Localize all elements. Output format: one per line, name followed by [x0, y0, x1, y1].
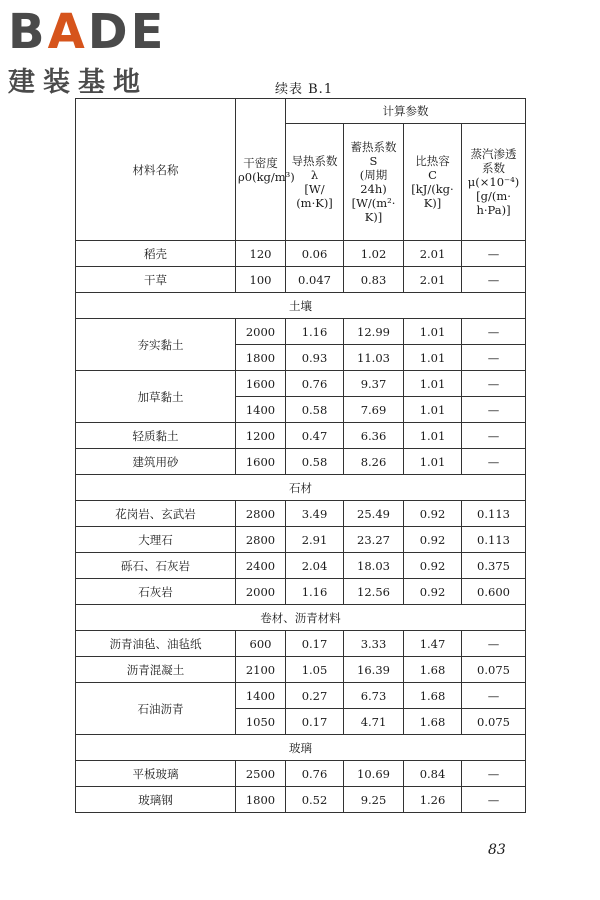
material-thermal-table — [75, 98, 526, 813]
table-row: 1050 0.17 4.71 1.68 0.075 — [76, 709, 526, 735]
header-calc-params: 计算参数 — [286, 99, 526, 124]
table-group-row — [76, 475, 526, 501]
table-row: 砾石、石灰岩 2400 2.04 18.03 0.92 0.375 — [76, 553, 526, 579]
header-material-name: 材料名称 — [76, 99, 236, 241]
table-group-row — [76, 293, 526, 319]
table-row: 沥青混凝土 2100 1.05 16.39 1.68 0.075 — [76, 657, 526, 683]
table-row: 石灰岩 2000 1.16 12.56 0.92 0.600 — [76, 579, 526, 605]
header-conductivity: 导热系数 λ [W/ (m·K)] — [286, 124, 344, 241]
brand-logo — [8, 6, 178, 99]
table-row: 建筑用砂 1600 0.58 8.26 1.01 — — [76, 449, 526, 475]
table-caption: 续表 B.1 — [275, 82, 334, 97]
table-row: 轻质黏土 1200 0.47 6.36 1.01 — — [76, 423, 526, 449]
table-row: 干草 100 0.047 0.83 2.01 — — [76, 267, 526, 293]
header-vapor-permeability: 蒸汽渗透 系数 μ(×10⁻⁴) [g/(m· h·Pa)] — [462, 124, 526, 241]
table-row: 平板玻璃 2500 0.76 10.69 0.84 — — [76, 761, 526, 787]
table-row: 1400 0.58 7.69 1.01 — — [76, 397, 526, 423]
table-row: 玻璃钢 1800 0.52 9.25 1.26 — — [76, 787, 526, 813]
header-dry-density: 干密度ρ0(kg/m³) — [236, 99, 286, 241]
table-row: 夯实黏土 2000 1.16 12.99 1.01 — — [76, 319, 526, 345]
table-row: 沥青油毡、油毡纸 600 0.17 3.33 1.47 — — [76, 631, 526, 657]
table-row: 1800 0.93 11.03 1.01 — — [76, 345, 526, 371]
table-row: 大理石 2800 2.91 23.27 0.92 0.113 — [76, 527, 526, 553]
table-row: 花岗岩、玄武岩 2800 3.49 25.49 0.92 0.113 — [76, 501, 526, 527]
group-title: 土壤 — [76, 293, 526, 319]
group-title: 玻璃 — [76, 735, 526, 761]
table-group-row — [76, 605, 526, 631]
logo-subtitle: 建装基地 — [8, 67, 148, 98]
header-heat-storage: 蓄热系数 S (周期 24h) [W/(m²· K)] — [344, 124, 404, 241]
logo-wordmark: BADE — [8, 4, 167, 60]
table-row: 石油沥青 1400 0.27 6.73 1.68 — — [76, 683, 526, 709]
page-number: 83 — [488, 842, 506, 858]
table-row: 稻壳 120 0.06 1.02 2.01 — — [76, 241, 526, 267]
group-title: 石材 — [76, 475, 526, 501]
group-title: 卷材、沥青材料 — [76, 605, 526, 631]
table-row: 加草黏土 1600 0.76 9.37 1.01 — — [76, 371, 526, 397]
table-group-row — [76, 735, 526, 761]
header-specific-heat: 比热容 C [kJ/(kg· K)] — [404, 124, 462, 241]
